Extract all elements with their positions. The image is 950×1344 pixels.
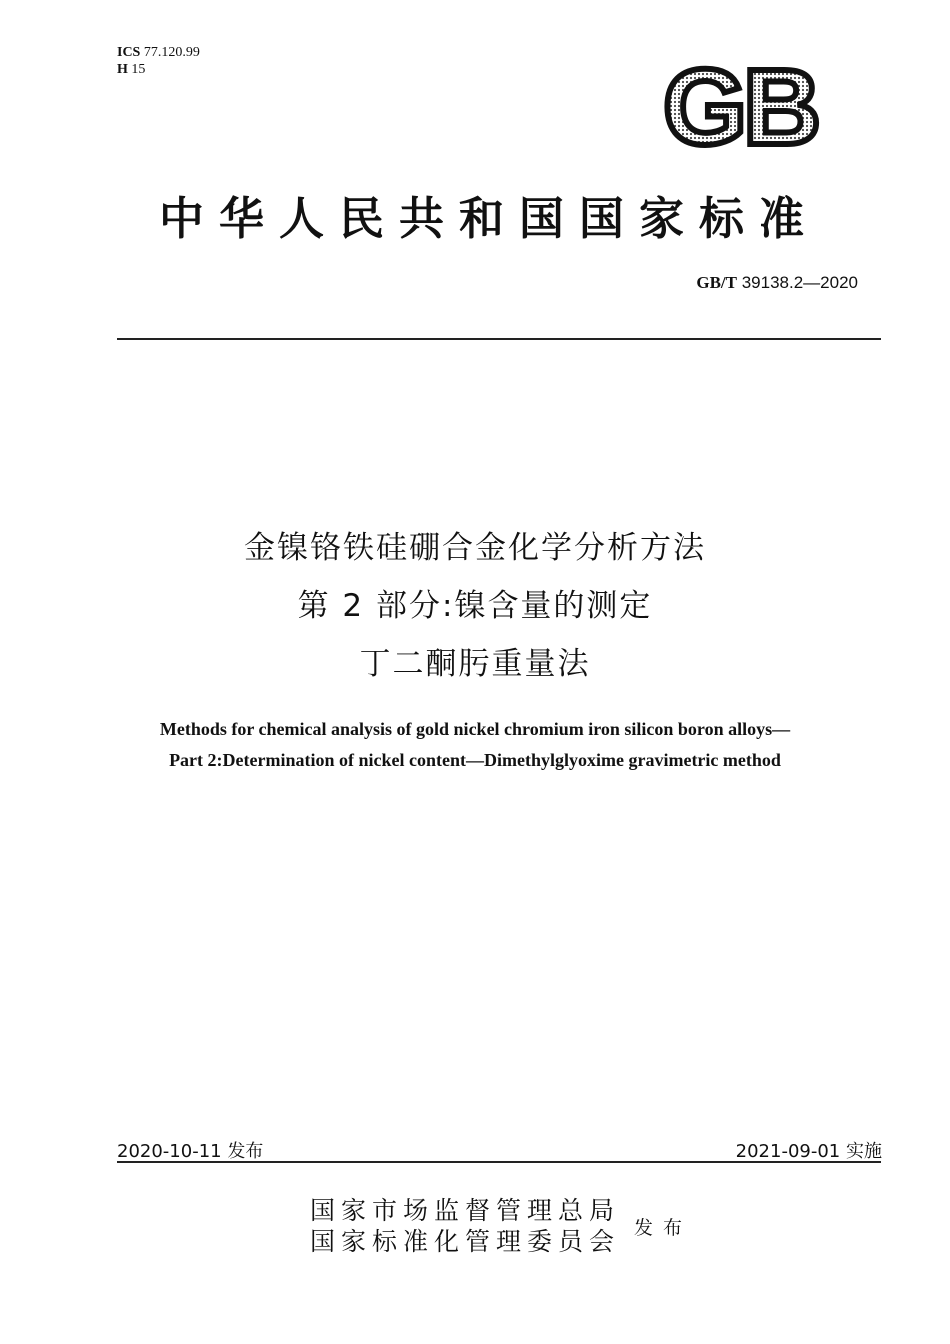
class-value: 15: [131, 62, 146, 77]
ics-label: ICS: [117, 45, 141, 60]
issuer-line2: 国家标准化管理委员会: [310, 1227, 621, 1256]
standard-code: [696, 273, 858, 293]
issue-date: 2020-10-11 发布: [117, 1141, 264, 1162]
header-divider: [117, 338, 881, 340]
standard-type-title: 中华人民共和国国家标准: [158, 192, 819, 245]
standard-code-number: 39138.2—2020: [741, 273, 858, 292]
title-en-line1: Methods for chemical analysis of gold nickel chromium iron silicon boron alloys—: [159, 719, 791, 739]
title-cn-line1: 金镍铬铁硅硼合金化学分析方法: [244, 530, 706, 566]
issuer-line1: 国家市场监督管理总局: [310, 1196, 621, 1225]
gb-logo: [645, 56, 835, 156]
classification-block: [117, 44, 200, 78]
class-label: H: [117, 62, 128, 77]
standard-code-prefix: GB/T: [696, 273, 737, 292]
ics-line: [117, 44, 200, 61]
title-cn-line3: 丁二酮肟重量法: [359, 646, 591, 682]
ics-value: 77.120.99: [143, 45, 200, 60]
implement-date: 2021-09-01 实施: [735, 1141, 882, 1162]
publish-label: 发布: [634, 1217, 693, 1239]
gb-logo-lettering: GB: [663, 56, 817, 156]
class-line: [117, 61, 200, 78]
title-cn-line2: 第 2 部分:镍含量的测定: [297, 588, 653, 624]
title-en-line2: Part 2:Determination of nickel content—Dimethylglyoxime gravimetric method: [169, 750, 781, 770]
footer-divider: [117, 1161, 881, 1163]
